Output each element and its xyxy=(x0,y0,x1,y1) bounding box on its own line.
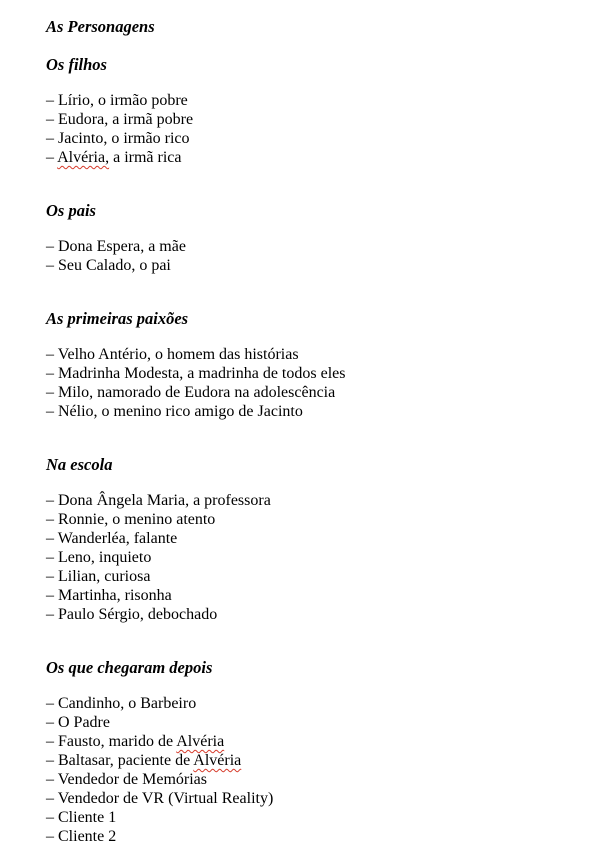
character-list-item: – Candinho, o Barbeiro xyxy=(46,695,197,712)
character-list-item: – Baltasar, paciente de Alvéria xyxy=(46,752,242,769)
character-section xyxy=(46,658,570,846)
character-list-item: – Leno, inquieto xyxy=(46,549,152,566)
character-list-item: – Velho Antério, o homem das histórias xyxy=(46,346,299,363)
character-list-item: – Seu Calado, o pai xyxy=(46,257,171,274)
character-section xyxy=(46,201,570,275)
character-list xyxy=(46,491,570,624)
misspelled-word: Alvéria xyxy=(193,752,242,769)
character-list-item: – Vendedor de Memórias xyxy=(46,771,207,788)
character-list-item: – Alvéria, a irmã rica xyxy=(46,149,182,166)
character-list-item: – Martinha, risonha xyxy=(46,587,172,604)
character-list-item: – Madrinha Modesta, a madrinha de todos eles xyxy=(46,365,346,382)
character-list-item: – Lírio, o irmão pobre xyxy=(46,92,188,109)
section-heading: Os pais xyxy=(46,201,96,220)
character-list-item: – O Padre xyxy=(46,714,110,731)
character-list-item: – Jacinto, o irmão rico xyxy=(46,130,190,147)
character-list-item: – Fausto, marido de Alvéria xyxy=(46,733,225,750)
character-list-item: – Lilian, curiosa xyxy=(46,568,151,585)
character-list-item: – Eudora, a irmã pobre xyxy=(46,111,194,128)
character-list xyxy=(46,237,570,275)
character-sections xyxy=(46,55,570,846)
character-list-item: – Milo, namorado de Eudora na adolescência xyxy=(46,384,336,401)
character-section xyxy=(46,309,570,421)
character-list-item: – Paulo Sérgio, debochado xyxy=(46,606,218,623)
character-list-item: – Ronnie, o menino atento xyxy=(46,511,216,528)
document-title: As Personagens xyxy=(46,17,155,36)
misspelled-word: Alvéria xyxy=(176,733,225,750)
section-heading: Os filhos xyxy=(46,55,107,74)
character-list-item: – Cliente 2 xyxy=(46,828,117,845)
character-list xyxy=(46,345,570,421)
character-list-item: – Vendedor de VR (Virtual Reality) xyxy=(46,790,274,807)
section-heading: Na escola xyxy=(46,455,113,474)
character-list xyxy=(46,694,570,846)
section-heading: As primeiras paixões xyxy=(46,309,189,328)
character-list-item: – Cliente 1 xyxy=(46,809,117,826)
character-section xyxy=(46,55,570,167)
character-list xyxy=(46,91,570,167)
character-list-item: – Nélio, o menino rico amigo de Jacinto xyxy=(46,403,303,420)
character-list-item: – Dona Ângela Maria, a professora xyxy=(46,492,271,509)
character-list-item: – Dona Espera, a mãe xyxy=(46,238,186,255)
misspelled-word: Alvéria, xyxy=(57,149,110,166)
character-list-item: – Wanderléa, falante xyxy=(46,530,178,547)
section-heading: Os que chegaram depois xyxy=(46,658,213,677)
character-section xyxy=(46,455,570,624)
